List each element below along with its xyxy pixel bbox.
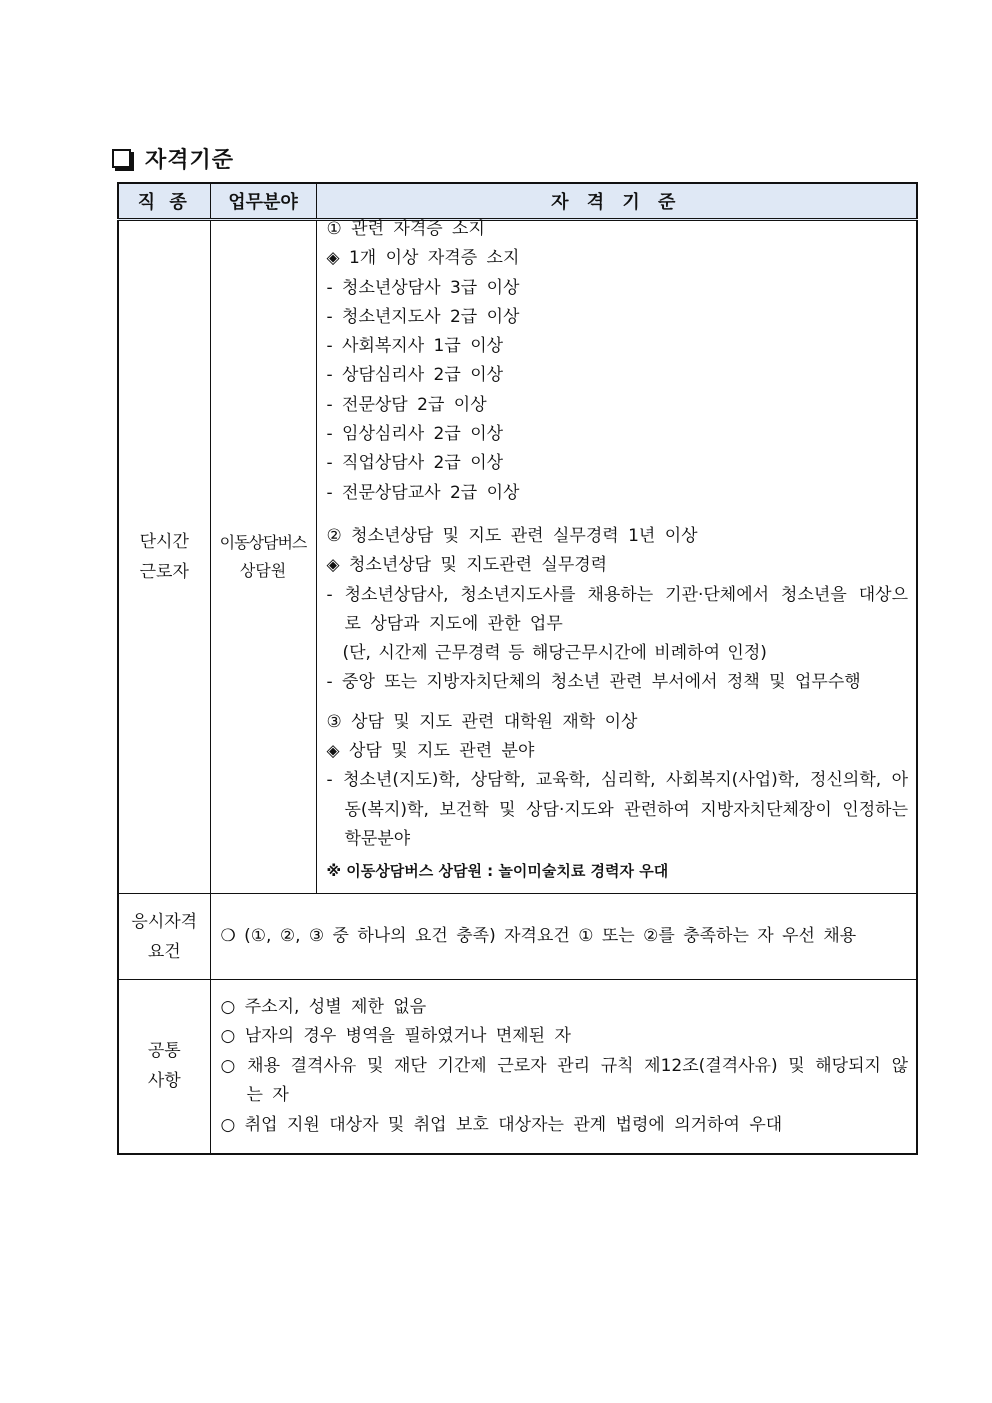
job-type-line: 근로자 bbox=[139, 562, 189, 582]
criteria-2-title: ② 청소년상담 및 지도 관련 실무경력 1년 이상 bbox=[326, 525, 698, 546]
list-item: - 사회복지사 1급 이상 bbox=[326, 336, 504, 357]
table-row-criteria bbox=[118, 220, 917, 894]
list-item: - 청소년상담사 3급 이상 bbox=[326, 277, 520, 298]
table-row-common bbox=[118, 980, 917, 1154]
job-type-line: 단시간 bbox=[139, 532, 189, 552]
qualification-table bbox=[117, 182, 918, 1155]
list-item: - 상담심리사 2급 이상 bbox=[326, 365, 504, 386]
criteria-2-subtitle: ◈ 청소년상담 및 지도관련 실무경력 bbox=[326, 555, 608, 576]
work-field-line: 이동상담버스 bbox=[219, 533, 307, 552]
work-field-line: 상담원 bbox=[239, 561, 287, 580]
common-label-cell bbox=[118, 980, 210, 1154]
header-job-type: 직 종 bbox=[118, 183, 210, 220]
common-label-line: 사항 bbox=[147, 1071, 181, 1092]
preference-note: ※ 이동상담버스 상담원 : 놀이미술치료 경력자 우대 bbox=[326, 862, 669, 881]
section-title-text: 자격기준 bbox=[145, 148, 235, 173]
eligibility-label-cell bbox=[118, 894, 210, 980]
criteria-3-subtitle: ◈ 상담 및 지도 관련 분야 bbox=[326, 741, 535, 762]
eligibility-text: ❍ (①, ②, ③ 중 하나의 요건 충족) 자격요건 ① 또는 ②를 충족하는 자 우선 채용 bbox=[220, 925, 857, 946]
eligibility-label-line: 응시자격 bbox=[131, 911, 198, 932]
criteria-cell bbox=[316, 220, 917, 894]
list-item: ○ 채용 결격사유 및 재단 기간제 근로자 관리 규칙 제12조(결격사유) 및 해당되지 않는 자 bbox=[220, 1055, 908, 1105]
criteria-1-title: ① 관련 자격증 소지 bbox=[326, 219, 485, 239]
criteria-2-item-1: - 청소년상담사, 청소년지도사를 채용하는 기관·단체에서 청소년을 대상으로 상담과 지도에 관한 업무 bbox=[326, 584, 908, 634]
criteria-3-item: - 청소년(지도)학, 상담학, 교육학, 심리학, 사회복지(사업)학, 정신의학, 아동(복지)학, 보건학 및 상담·지도와 관련하여 지방자치단체장이 인정하는 학문분야 bbox=[326, 770, 908, 849]
list-item: - 전문상담 2급 이상 bbox=[326, 394, 487, 415]
list-item: ○ 주소지, 성별 제한 없음 bbox=[220, 996, 427, 1017]
list-item: - 직업상담사 2급 이상 bbox=[326, 453, 504, 474]
section-title bbox=[112, 143, 234, 174]
criteria-1-subtitle: ◈ 1개 이상 자격증 소지 bbox=[326, 248, 520, 269]
eligibility-label-line: 요건 bbox=[147, 941, 181, 962]
header-work-field: 업무분야 bbox=[210, 183, 316, 220]
checkbox-square-icon bbox=[112, 149, 131, 168]
list-item: ○ 남자의 경우 병역을 필하였거나 면제된 자 bbox=[220, 1026, 571, 1046]
criteria-2-item-2: - 중앙 또는 지방자치단체의 청소년 관련 부서에서 정책 및 업무수행 bbox=[326, 672, 861, 693]
eligibility-text-cell bbox=[210, 894, 917, 980]
list-item: - 전문상담교사 2급 이상 bbox=[326, 482, 520, 503]
list-item: - 청소년지도사 2급 이상 bbox=[326, 306, 520, 327]
common-items-cell bbox=[210, 980, 917, 1154]
header-criteria: 자 격 기 준 bbox=[316, 183, 917, 220]
job-type-cell bbox=[118, 220, 210, 894]
criteria-3-title: ③ 상담 및 지도 관련 대학원 재학 이상 bbox=[326, 711, 638, 732]
list-item: - 임상심리사 2급 이상 bbox=[326, 424, 504, 445]
table-row-eligibility bbox=[118, 894, 917, 980]
common-label-line: 공통 bbox=[147, 1041, 181, 1062]
criteria-2-item-1-note: (단, 시간제 근무경력 등 해당근무시간에 비례하여 인정) bbox=[342, 643, 767, 664]
list-item: ○ 취업 지원 대상자 및 취업 보호 대상자는 관계 법령에 의거하여 우대 bbox=[220, 1114, 783, 1135]
work-field-cell bbox=[210, 220, 316, 894]
